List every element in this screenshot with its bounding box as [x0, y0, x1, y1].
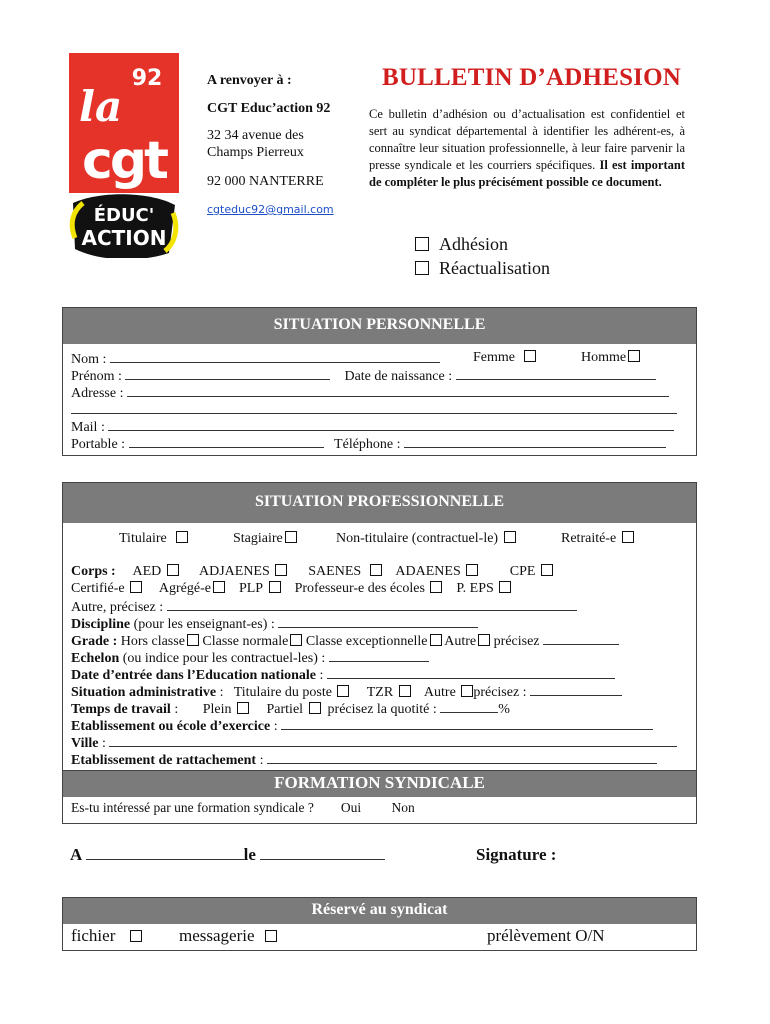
- adresse-field-2[interactable]: [71, 401, 677, 414]
- adaenes-label: ADAENES: [395, 564, 461, 579]
- retraite-option[interactable]: [561, 531, 634, 547]
- mail-row: [71, 418, 674, 436]
- etablissement-field[interactable]: [281, 717, 653, 730]
- classe-normale-checkbox[interactable]: [290, 634, 302, 646]
- cpe-checkbox[interactable]: [541, 564, 553, 576]
- date-naissance-field[interactable]: [456, 367, 656, 380]
- certifie-checkbox[interactable]: [130, 581, 142, 593]
- admin-precisez-field[interactable]: [530, 683, 622, 696]
- street-line-1: 32 34 avenue des: [207, 128, 304, 143]
- discipline-field[interactable]: [278, 615, 478, 628]
- nom-row: [71, 350, 440, 368]
- messagerie-option[interactable]: [179, 926, 277, 946]
- org-name: CGT Educ’action 92: [207, 101, 331, 116]
- aed-label: AED: [132, 564, 162, 579]
- option-label: Réactualisation: [439, 258, 550, 278]
- fichier-option[interactable]: [71, 926, 142, 946]
- certifie-label: Certifié-e: [71, 581, 125, 596]
- etablissement-label: Etablissement ou école d’exercice: [71, 719, 271, 734]
- personal-section: [62, 307, 697, 456]
- grade-precisez-field[interactable]: [543, 632, 619, 645]
- stagiaire-checkbox[interactable]: [285, 531, 297, 543]
- percent-sign: %: [498, 702, 510, 717]
- ville-label: Ville: [71, 736, 99, 751]
- stagiaire-option[interactable]: [233, 531, 297, 547]
- email-link[interactable]: cgteduc92@gmail.com: [207, 203, 334, 216]
- titulaire-checkbox[interactable]: [176, 531, 188, 543]
- non-titulaire-option[interactable]: [336, 531, 516, 547]
- discipline-label: Discipline: [71, 617, 131, 632]
- saenes-checkbox[interactable]: [370, 564, 382, 576]
- formation-question: Es-tu intéressé par une formation syndicale ?: [71, 800, 314, 815]
- grade-autre-checkbox[interactable]: [478, 634, 490, 646]
- grade-autre-label: Autre: [444, 634, 477, 649]
- reserved-heading: Réservé au syndicat: [63, 898, 696, 924]
- city-line: 92 000 NANTERRE: [207, 174, 324, 189]
- logo-dept: 92: [131, 66, 163, 91]
- formation-row: [71, 800, 415, 816]
- titulaire-poste-label: Titulaire du poste: [233, 685, 332, 700]
- adaenes-checkbox[interactable]: [466, 564, 478, 576]
- date-entree-field[interactable]: [327, 666, 615, 679]
- logo-cgt: cgt: [82, 131, 166, 191]
- femme-label: Femme: [473, 350, 515, 365]
- formation-heading: FORMATION SYNDICALE: [63, 771, 696, 797]
- logo-action: ACTION: [81, 226, 167, 250]
- professional-section: [62, 482, 697, 771]
- autre-row: [71, 598, 577, 616]
- date-entree-row: Date d’entrée dans l’Education nationale :: [71, 666, 615, 684]
- date-entree-label: Date d’entrée dans l’Education nationale: [71, 668, 316, 683]
- echelon-row: [71, 649, 429, 667]
- non-titulaire-label: Non-titulaire (contractuel-le): [336, 531, 499, 546]
- classe-exceptionnelle-label: Classe exceptionnelle: [305, 634, 428, 649]
- partiel-checkbox[interactable]: [309, 702, 321, 714]
- autre-precisez-label: Autre, précisez :: [71, 600, 164, 615]
- telephone-field[interactable]: [404, 435, 666, 448]
- adjaenes-checkbox[interactable]: [275, 564, 287, 576]
- plp-label: PLP: [238, 581, 264, 596]
- titulaire-option[interactable]: [119, 531, 188, 547]
- temps-travail-label: Temps de travail: [71, 702, 171, 717]
- stagiaire-label: Stagiaire: [233, 531, 283, 546]
- autre-field[interactable]: [167, 598, 577, 611]
- echelon-note: (ou indice pour les contractuel-les) :: [122, 651, 326, 666]
- homme-checkbox[interactable]: [628, 350, 640, 362]
- checkbox[interactable]: [415, 237, 429, 251]
- personal-heading: SITUATION PERSONNELLE: [63, 308, 696, 344]
- quotite-label: précisez la quotité :: [327, 702, 437, 717]
- mail-label: Mail :: [71, 420, 105, 435]
- agrege-label: Agrégé-e: [158, 581, 211, 596]
- messagerie-label: messagerie: [179, 926, 255, 945]
- option-reactualisation[interactable]: [415, 256, 550, 280]
- adresse-row: [71, 384, 669, 402]
- situation-admin-label: Situation administrative: [71, 685, 217, 700]
- prof-ecoles-checkbox[interactable]: [430, 581, 442, 593]
- portable-field[interactable]: [129, 435, 324, 448]
- temps-travail-row: Temps de travail : Plein Partiel précisez la quotité : %: [71, 702, 510, 717]
- option-label: Adhésion: [439, 234, 508, 254]
- plein-label: Plein: [202, 702, 232, 717]
- hors-classe-label: Hors classe: [120, 634, 185, 649]
- etablissement-row: Etablissement ou école d’exercice :: [71, 717, 653, 735]
- place-date-row: [70, 845, 385, 865]
- partiel-label: Partiel: [266, 702, 304, 717]
- professional-heading: SITUATION PROFESSIONNELLE: [63, 483, 696, 523]
- plp-checkbox[interactable]: [269, 581, 281, 593]
- lieu-field[interactable]: [86, 845, 244, 860]
- ville-row: Ville :: [71, 734, 677, 752]
- homme-option[interactable]: [581, 350, 640, 366]
- grade-precisez-label: précisez: [493, 634, 540, 649]
- checkbox[interactable]: [415, 261, 429, 275]
- reserved-section: [62, 897, 697, 951]
- formation-oui[interactable]: Oui: [340, 800, 362, 815]
- logo-educ: ÉDUC': [93, 205, 155, 226]
- nom-field[interactable]: [110, 350, 440, 363]
- adresse-label: Adresse :: [71, 386, 124, 401]
- rattachement-row: Etablissement de rattachement :: [71, 751, 657, 769]
- admin-autre-label: Autre: [423, 685, 456, 700]
- formation-section: [62, 770, 697, 824]
- retraite-checkbox[interactable]: [622, 531, 634, 543]
- formation-non[interactable]: Non: [391, 800, 415, 815]
- titulaire-label: Titulaire: [119, 531, 167, 546]
- plein-checkbox[interactable]: [237, 702, 249, 714]
- corps-label: Corps :: [71, 564, 116, 579]
- prenom-field[interactable]: [125, 367, 330, 380]
- street-line-2: Champs Pierreux: [207, 145, 304, 160]
- cgt-educaction-logo: [69, 53, 179, 258]
- logo-la: la: [79, 82, 123, 131]
- homme-label: Homme: [581, 350, 627, 365]
- adresse-field[interactable]: [127, 384, 669, 397]
- grade-label: Grade :: [71, 634, 118, 649]
- messagerie-checkbox[interactable]: [265, 930, 277, 942]
- date-field[interactable]: [260, 845, 385, 860]
- page-title: BULLETIN D’ADHESION: [382, 64, 682, 91]
- admin-precisez-label: précisez :: [473, 685, 527, 700]
- adresse-row-2: [71, 401, 677, 419]
- telephone-label: Téléphone :: [334, 437, 401, 452]
- aed-checkbox[interactable]: [167, 564, 179, 576]
- fichier-checkbox[interactable]: [130, 930, 142, 942]
- lieu-label: A: [70, 845, 82, 864]
- situation-admin-row: Situation administrative : Titulaire du poste TZR Autre précisez :: [71, 683, 622, 701]
- non-titulaire-checkbox[interactable]: [504, 531, 516, 543]
- peps-label: P. EPS: [456, 581, 494, 596]
- ville-field[interactable]: [109, 734, 677, 747]
- date-naissance-label: Date de naissance :: [344, 369, 453, 384]
- mail-field[interactable]: [108, 418, 674, 431]
- rattachement-label: Etablissement de rattachement: [71, 753, 257, 768]
- send-to-label: A renvoyer à :: [207, 73, 292, 88]
- adjaenes-label: ADJAENES: [198, 564, 270, 579]
- echelon-field[interactable]: [329, 649, 429, 662]
- prenom-label: Prénom :: [71, 369, 122, 384]
- intro-text: Ce bulletin d’adhésion ou d’actualisation est confidentiel et sert au syndicat départemental à identifier les adhérent-es, à connaître leur situation professionnelle, à leur faire parvenir la presse syndicale et les courriers spécifiques.: [369, 107, 685, 172]
- hors-classe-checkbox[interactable]: [187, 634, 199, 646]
- grade-row: [71, 632, 619, 650]
- rattachement-field[interactable]: [267, 751, 657, 764]
- discipline-note: (pour les enseignant-es) :: [133, 617, 275, 632]
- nom-label: Nom :: [71, 352, 107, 367]
- cpe-label: CPE: [509, 564, 536, 579]
- prelevement-label: prélèvement O/N: [487, 926, 605, 945]
- intro-bold-text: Il est important de compléter le plus précisément possible ce document.: [369, 158, 686, 189]
- femme-checkbox[interactable]: [524, 350, 536, 362]
- titulaire-poste-checkbox[interactable]: [337, 685, 349, 697]
- agrege-checkbox[interactable]: [213, 581, 225, 593]
- saenes-label: SAENES: [308, 564, 362, 579]
- quotite-field[interactable]: [440, 700, 498, 713]
- signature-label: Signature :: [476, 845, 557, 864]
- tzr-label: TZR: [366, 685, 394, 700]
- option-adhesion[interactable]: [415, 232, 508, 256]
- portable-row: [71, 435, 666, 453]
- corps-row-2: [71, 581, 511, 597]
- intro-paragraph: [369, 106, 685, 191]
- date-label: le: [243, 845, 256, 864]
- prof-ecoles-label: Professeur-e des écoles: [294, 581, 425, 596]
- femme-option[interactable]: [473, 350, 536, 366]
- tzr-checkbox[interactable]: [399, 685, 411, 697]
- discipline-row: [71, 615, 478, 633]
- admin-autre-checkbox[interactable]: [461, 685, 473, 697]
- peps-checkbox[interactable]: [499, 581, 511, 593]
- echelon-label: Echelon: [71, 651, 120, 666]
- corps-row: [71, 564, 553, 580]
- portable-label: Portable :: [71, 437, 126, 452]
- prenom-row: [71, 367, 656, 385]
- classe-exceptionnelle-checkbox[interactable]: [430, 634, 442, 646]
- retraite-label: Retraité-e: [561, 531, 617, 546]
- fichier-label: fichier: [71, 926, 116, 945]
- classe-normale-label: Classe normale: [202, 634, 289, 649]
